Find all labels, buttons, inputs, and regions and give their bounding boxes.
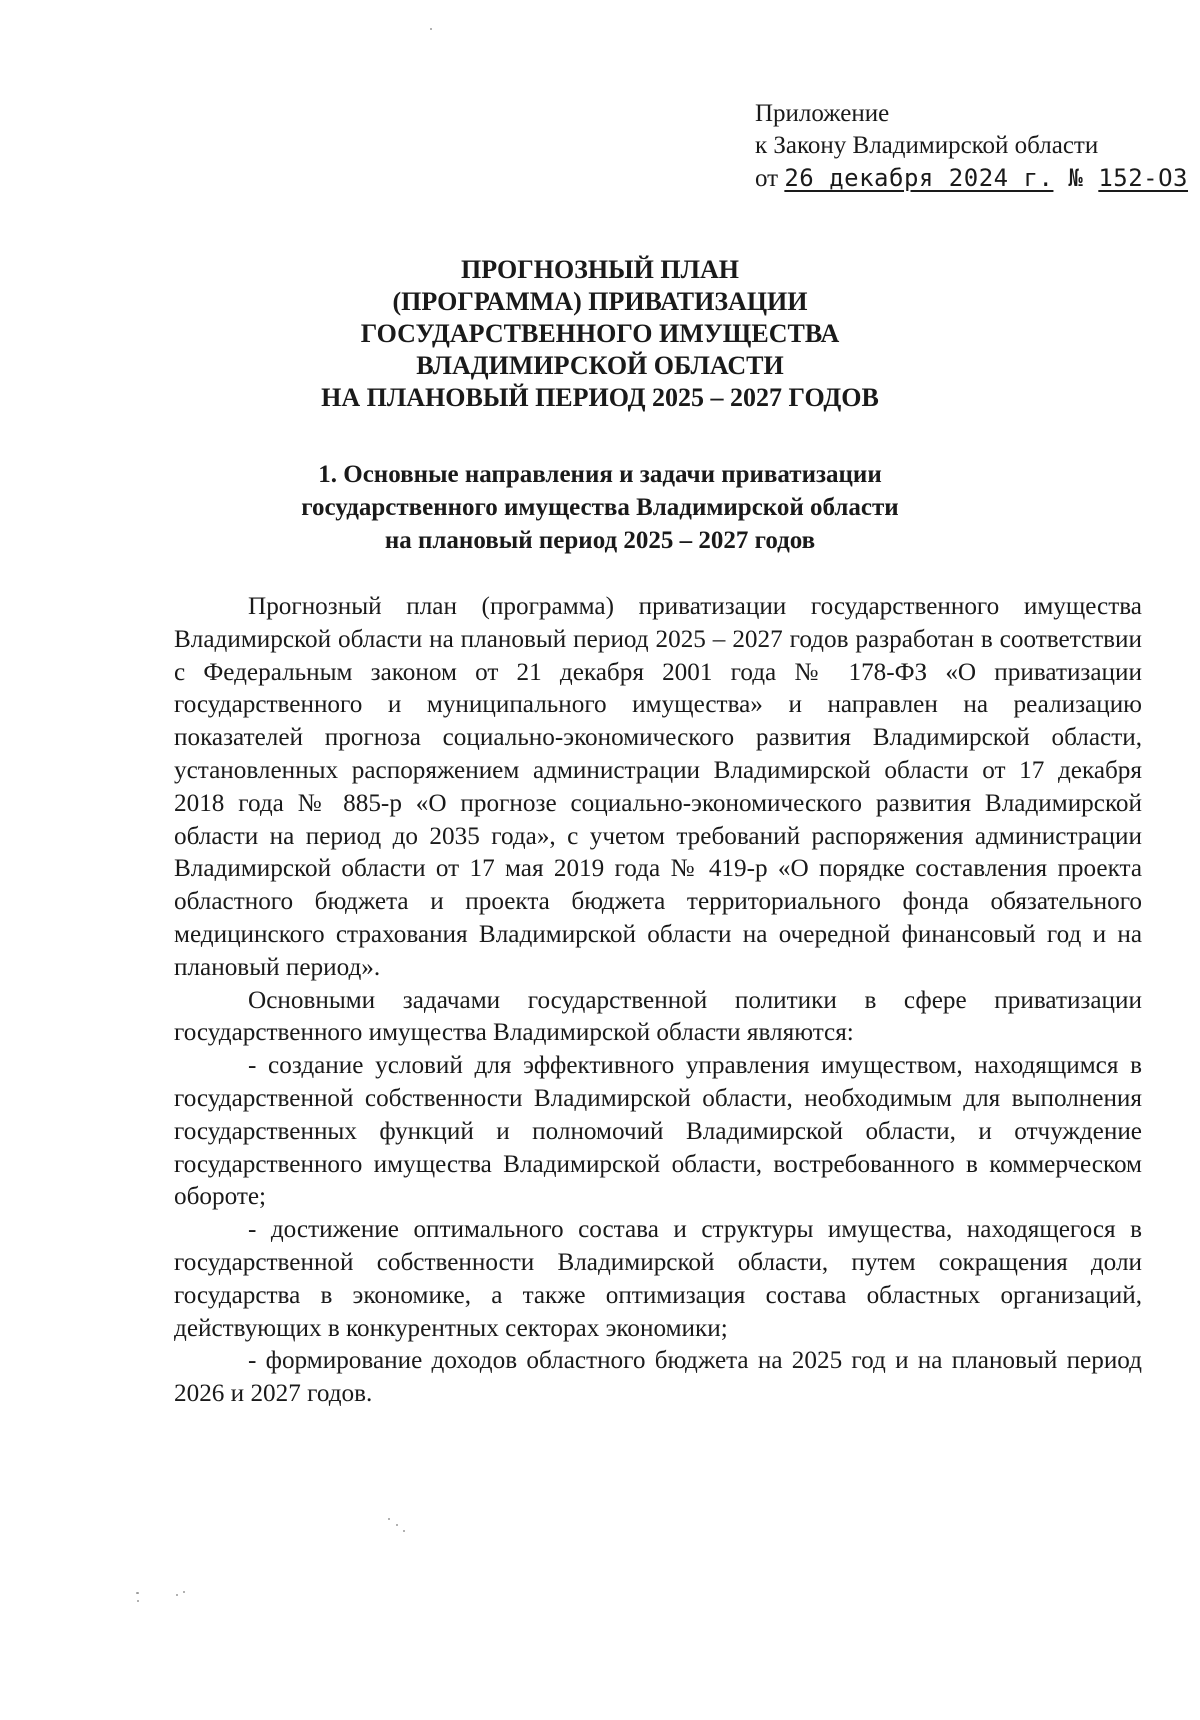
paragraph: Прогнозный план (программа) приватизации государственного имущества Владимирской области на плановый период 2025 – 2027 годов разработан в соответствии с Федеральным законом от 21 декабря 2001 года № 178-ФЗ «О приватизации государственного и муниципального имущества» и направлен на реализацию показателей прогноза социально-экономического развития Владимирской области, установленных распоряжением администрации Владимирской области от 17 декабря 2018 года № 885-р «О прогнозе социально-экономического развития Владимирской области на период до 2035 года», с учетом требований распоряжения администрации Владимирской области от 17 мая 2019 года № 419-р «О порядке составления проекта областного бюджета и проекта бюджета территориального фонда обязательного медицинского страхования Владимирской области на очередной финансовый год и на плановый период». xyxy=(174,593,1142,981)
appendix-label: Приложение xyxy=(755,100,890,127)
section-heading-line: государственного имущества Владимирской области xyxy=(301,494,899,521)
appendix-number-sign: № xyxy=(1053,164,1099,192)
appendix-date-number xyxy=(755,162,1189,195)
title-line: ПРОГНОЗНЫЙ ПЛАН xyxy=(461,255,739,284)
section-heading xyxy=(260,458,940,557)
appendix-date: 26 декабря 2024 г. xyxy=(784,164,1054,192)
appendix-date-prefix: от xyxy=(755,165,785,192)
title-line: (ПРОГРАММА) ПРИВАТИЗАЦИИ xyxy=(392,287,808,316)
scan-speck xyxy=(136,1592,139,1594)
title-line: ГОСУДАРСТВЕННОГО ИМУЩЕСТВА xyxy=(360,319,840,348)
section-heading-line: 1. Основные направления и задачи приватизации xyxy=(318,461,882,488)
appendix-number: 152-ОЗ xyxy=(1098,164,1189,192)
appendix-header xyxy=(755,98,1189,195)
scan-speck xyxy=(430,28,432,30)
document-title xyxy=(300,254,900,414)
paragraph: Основными задачами государственной политики в сфере приватизации государственного имущества Владимирской области являются: xyxy=(174,986,1142,1047)
section-heading-line: на плановый период 2025 – 2027 годов xyxy=(384,527,816,554)
scan-speck xyxy=(388,1518,390,1520)
section-body xyxy=(174,591,1142,1411)
scan-speck xyxy=(176,1594,178,1596)
list-item: - достижение оптимального состава и структуры имущества, находящегося в государственной собственности Владимирской области, путем сокращения доли государства в экономике, а также оптимизация состава областных организаций, действующих в конкурентных секторах экономики; xyxy=(174,1216,1142,1342)
appendix-law-reference: к Закону Владимирской области xyxy=(755,132,1099,159)
scan-speck xyxy=(137,1600,139,1602)
scan-speck xyxy=(183,1591,185,1593)
list-item: - формирование доходов областного бюджета на 2025 год и на плановый период 2026 и 2027 годов. xyxy=(174,1347,1142,1408)
scan-speck xyxy=(396,1524,398,1526)
title-line: НА ПЛАНОВЫЙ ПЕРИОД 2025 – 2027 ГОДОВ xyxy=(321,383,879,412)
scan-speck xyxy=(403,1530,405,1532)
title-line: ВЛАДИМИРСКОЙ ОБЛАСТИ xyxy=(416,351,784,380)
list-item: - создание условий для эффективного управления имуществом, находящимся в государственной собственности Владимирской области, необходимым для выполнения государственных функций и полномочий Владимирской области, и отчуждение государственного имущества Владимирской области, востребованного в коммерческом обороте; xyxy=(174,1052,1142,1211)
